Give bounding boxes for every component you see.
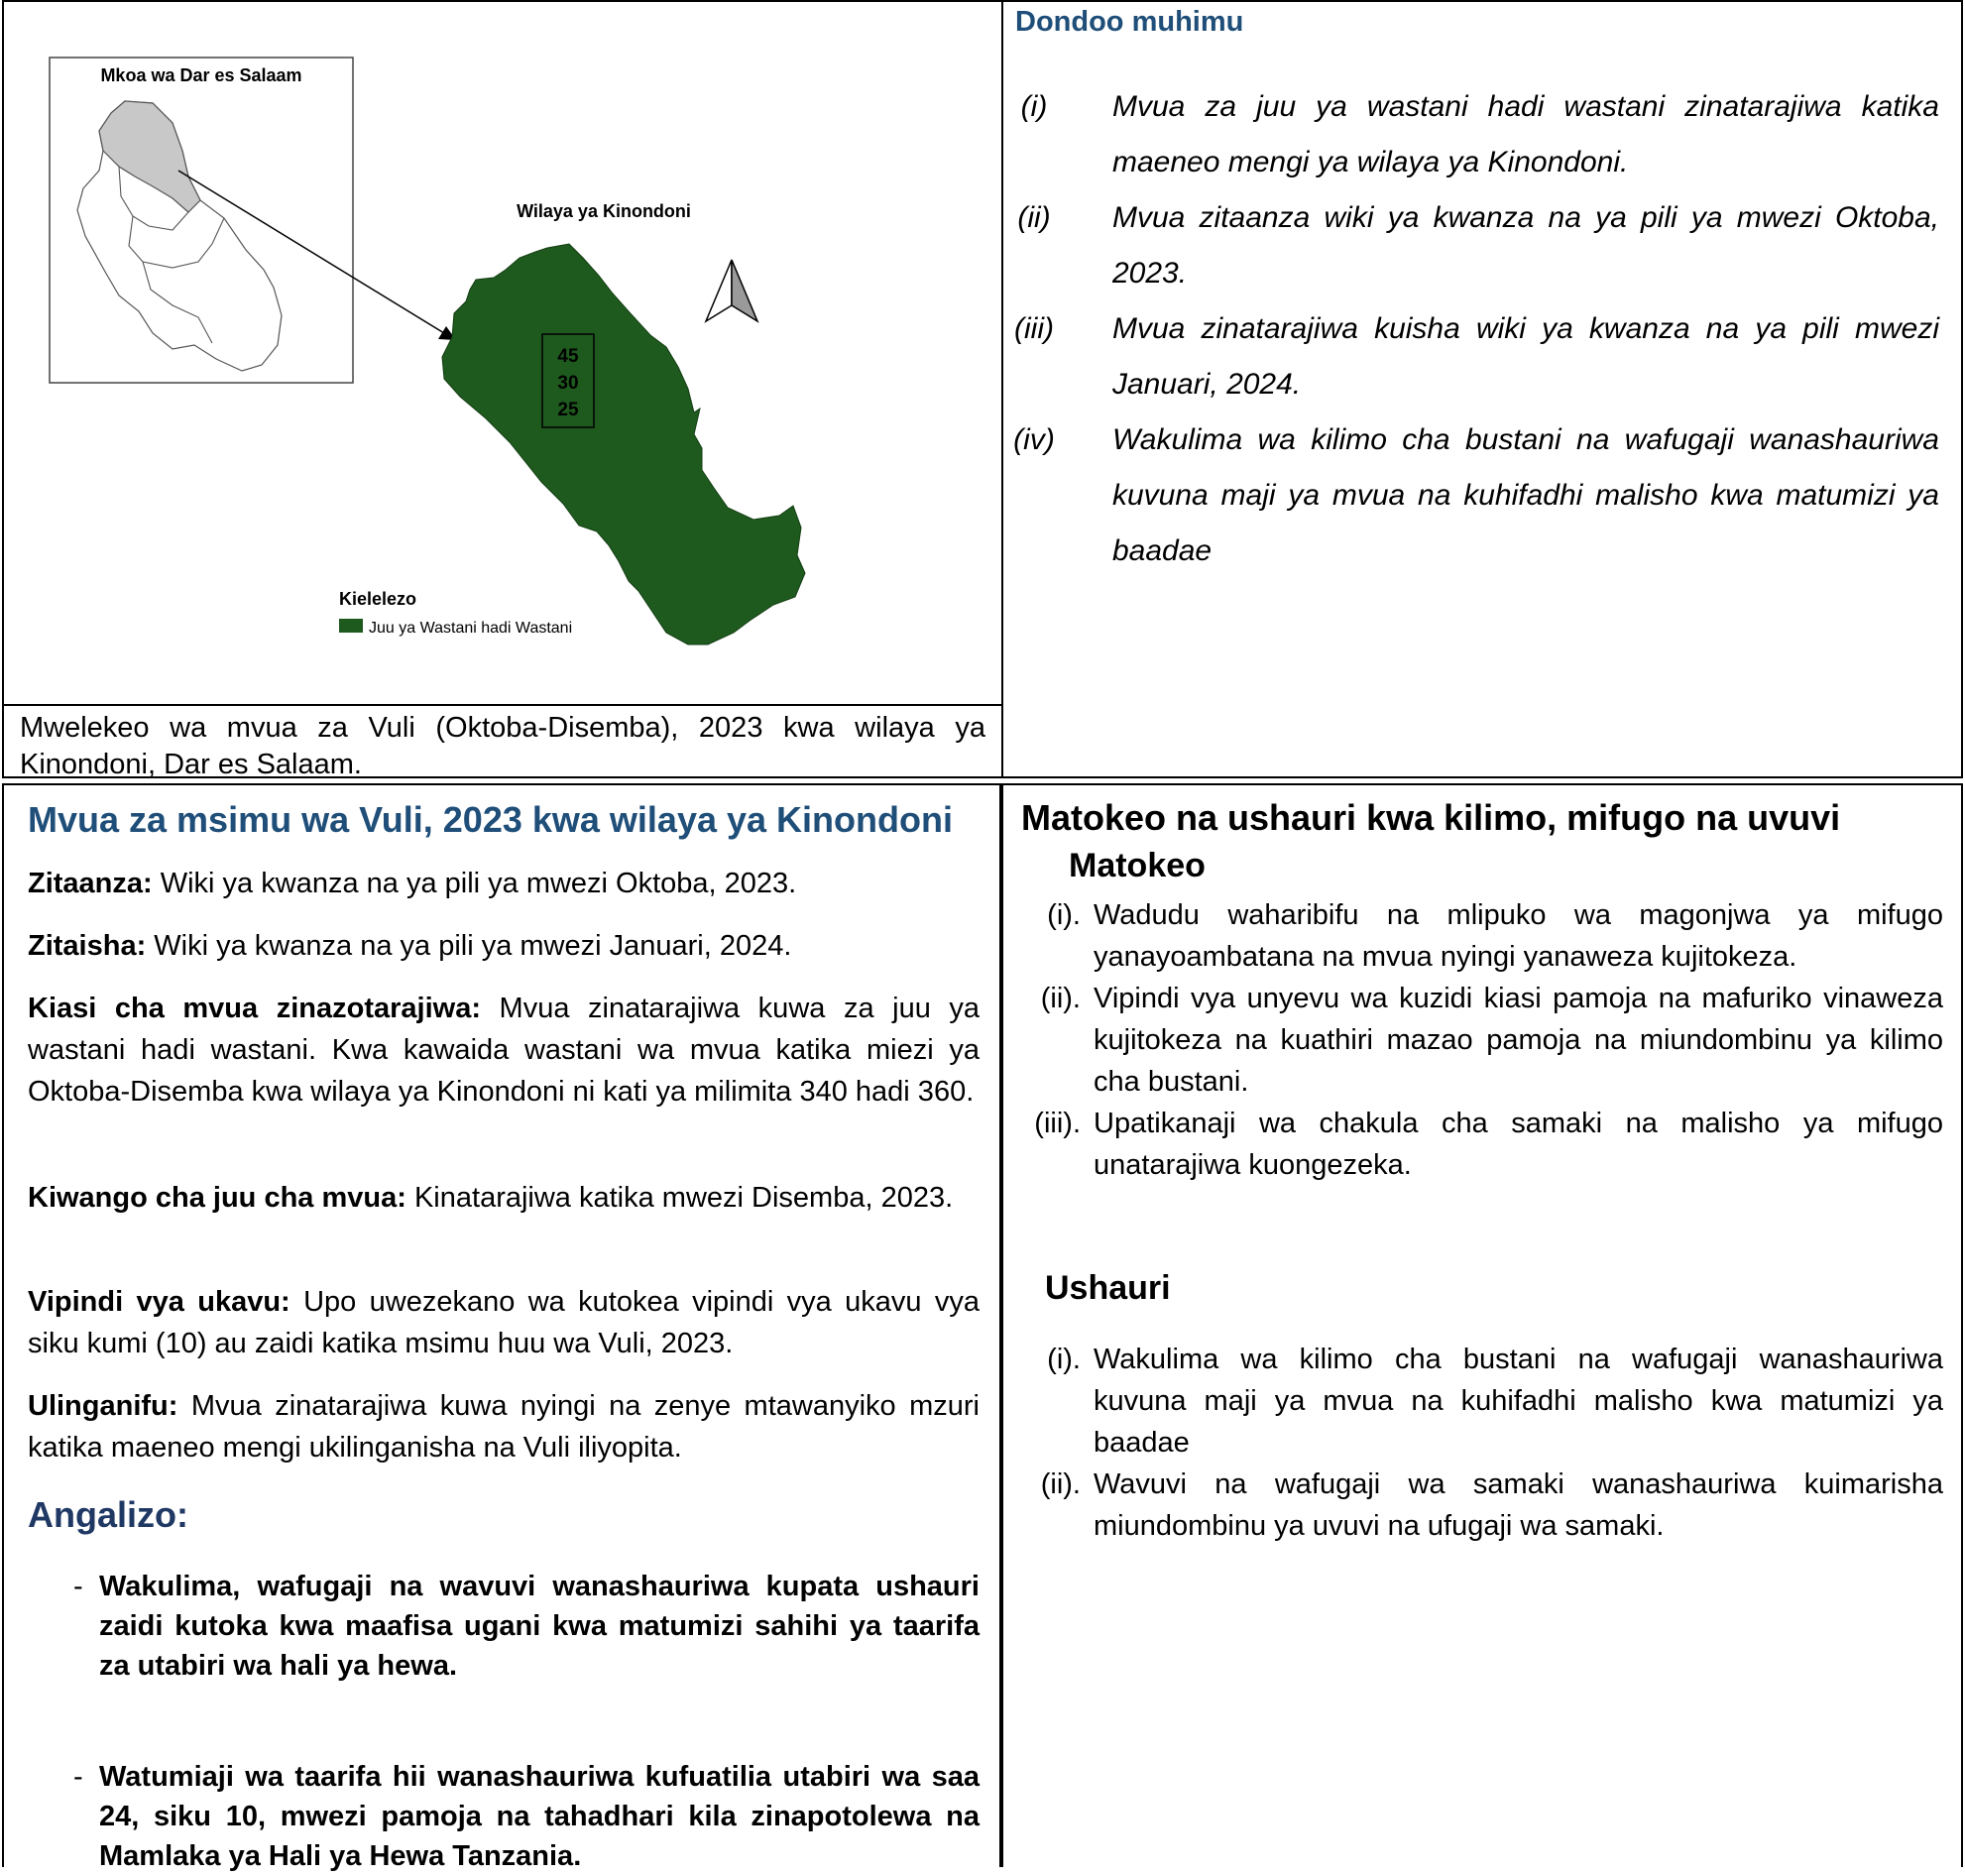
list-item-text: Upatikanaji wa chakula cha samaki na malisho ya mifugo unatarajiwa kuongezeka. xyxy=(1094,1108,1943,1181)
onset-label: Zitaanza: xyxy=(28,868,153,899)
rainfall-outlook-map xyxy=(4,2,1001,704)
cessation-label: Zitaisha: xyxy=(28,930,147,962)
note-item: Wakulima, wafugaji na wavuvi wanashauriwa kupata ushauri zaidi kutoka kwa maafisa ugani kwa matumizi sahihi ya taarifa za utabiri wa hali ya hewa. xyxy=(99,1571,980,1682)
note-item: Watumiaji wa taarifa hii wanashauriwa kufuatilia utabiri wa saa 24, siku 10, mwezi pamoja na tahadhari kila zinapotolewa na Mamlaka ya Hali ya Hewa Tanzania. xyxy=(99,1761,980,1872)
rainfall-value-3: 25 xyxy=(557,400,579,420)
impacts-advice-panel xyxy=(999,783,1963,1867)
list-item-number: (iii) xyxy=(1014,312,1054,345)
comparison-text: Mvua zinatarajiwa kuwa nyingi na zenye mtawanyiko mzuri katika maeneo mengi ukilinganisha na Vuli iliyopita. xyxy=(28,1390,980,1464)
onset-paragraph xyxy=(28,863,980,904)
legend-title: Kielelezo xyxy=(339,589,417,609)
effects-list xyxy=(1001,894,1943,1186)
list-item-number: (i). xyxy=(1047,899,1081,931)
list-item xyxy=(1001,190,1953,301)
impacts-title: Matokeo na ushauri kwa kilimo, mifugo na uvuvi xyxy=(1021,797,1841,838)
comparison-label: Ulinganifu: xyxy=(28,1390,178,1422)
district-map-title: Wilaya ya Kinondoni xyxy=(517,201,691,221)
note-dash: - xyxy=(73,1761,83,1793)
list-item-number: (ii). xyxy=(1040,983,1081,1014)
list-item-text: Mvua zinatarajiwa kuisha wiki ya kwanza na ya pili mwezi Januari, 2024. xyxy=(1112,312,1939,401)
list-item xyxy=(1001,1339,1943,1464)
list-item xyxy=(1001,1464,1943,1547)
list-item-text: Mvua za juu ya wastani hadi wastani zinatarajiwa katika maeneo mengi ya wilaya ya Kinondoni. xyxy=(1112,90,1939,178)
list-item-text: Wavuvi na wafugaji wa samaki wanashauriwa kuimarisha miundombinu ya uvuvi na ufugaji wa samaki. xyxy=(1094,1468,1943,1542)
advice-title: Ushauri xyxy=(1045,1269,1171,1307)
rainfall-value-1: 45 xyxy=(557,346,579,367)
list-item-number: (i). xyxy=(1047,1344,1081,1375)
rainfall-value-2: 30 xyxy=(557,373,579,394)
dry-spells-label: Vipindi vya ukavu: xyxy=(28,1286,290,1318)
list-item xyxy=(1001,894,1943,978)
key-points-panel xyxy=(1001,0,1963,778)
list-item xyxy=(1001,412,1953,579)
list-item xyxy=(1001,1103,1943,1186)
dry-spells-paragraph xyxy=(28,1281,980,1364)
list-item xyxy=(1001,301,1953,412)
cessation-paragraph xyxy=(28,925,980,967)
key-points-title: Dondoo muhimu xyxy=(1015,6,1244,38)
list-item-number: (ii). xyxy=(1040,1468,1081,1500)
dry-spells-text: Upo uwezekano wa kutokea vipindi vya ukavu vya siku kumi (10) au zaidi katika msimu huu wa Vuli, 2023. xyxy=(28,1286,980,1359)
list-item-text: Mvua zitaanza wiki ya kwanza na ya pili ya mwezi Oktoba, 2023. xyxy=(1112,201,1939,290)
list-item xyxy=(1001,79,1953,190)
expected-amount-text: Mvua zinatarajiwa kuwa za juu ya wastani hadi wastani. Kwa kawaida wastani wa mvua katika miezi ya Oktoba-Disemba kwa wilaya ya Kinondoni ni kati ya milimita 340 hadi 360. xyxy=(28,993,981,1108)
list-item-number: (ii) xyxy=(1017,201,1051,234)
expected-amount-label: Kiasi cha mvua zinazotarajiwa: xyxy=(28,993,481,1024)
note-dash: - xyxy=(73,1571,83,1602)
key-points-list xyxy=(1001,79,1953,579)
list-item-number: (i) xyxy=(1020,90,1048,123)
list-item-text: Wakulima wa kilimo cha bustani na wafugaji wanashauriwa kuvuna maji ya mvua na kuhifadhi malisho kwa matumizi ya baadae xyxy=(1112,423,1939,567)
list-item-number: (iv) xyxy=(1013,423,1055,456)
list-item-text: Wakulima wa kilimo cha bustani na wafugaji wanashauriwa kuvuna maji ya mvua na kuhifadhi malisho kwa matumizi ya baadae xyxy=(1094,1344,1943,1459)
peak-rainfall-label: Kiwango cha juu cha mvua: xyxy=(28,1182,406,1214)
effects-title: Matokeo xyxy=(1069,847,1206,884)
peak-rainfall-paragraph xyxy=(28,1177,980,1219)
north-arrow-icon xyxy=(706,260,757,321)
list-item xyxy=(1001,978,1943,1103)
onset-text: Wiki ya kwanza na ya pili ya mwezi Oktoba, 2023. xyxy=(152,868,797,899)
cessation-text: Wiki ya kwanza na ya pili ya mwezi Januari, 2024. xyxy=(146,930,792,962)
legend-swatch xyxy=(339,619,363,633)
note-title: Angalizo: xyxy=(28,1494,188,1535)
map-panel xyxy=(2,0,1003,778)
list-item-text: Wadudu waharibifu na mlipuko wa magonjwa ya mifugo yanayoambatana na mvua nyingi yanaweza kujitokeza. xyxy=(1094,899,1943,973)
legend-item-label: Juu ya Wastani hadi Wastani xyxy=(369,620,573,637)
inset-map-title: Mkoa wa Dar es Salaam xyxy=(100,65,302,85)
season-details-panel xyxy=(2,783,1003,1872)
list-item-text: Vipindi vya unyevu wa kuzidi kiasi pamoja na mafuriko vinaweza kujitokeza na kuathiri mazao pamoja na miundombinu ya kilimo cha bustani. xyxy=(1094,983,1943,1098)
map-caption: Mwelekeo wa mvua za Vuli (Oktoba-Disemba), 2023 kwa wilaya ya Kinondoni, Dar es Salaam. xyxy=(4,704,1001,778)
expected-amount-paragraph xyxy=(28,988,980,1113)
season-title: Mvua za msimu wa Vuli, 2023 kwa wilaya ya Kinondoni xyxy=(28,799,953,840)
peak-rainfall-text: Kinatarajiwa katika mwezi Disemba, 2023. xyxy=(405,1182,954,1214)
comparison-paragraph xyxy=(28,1385,980,1468)
list-item-number: (iii). xyxy=(1034,1108,1081,1139)
advice-list xyxy=(1001,1339,1943,1547)
